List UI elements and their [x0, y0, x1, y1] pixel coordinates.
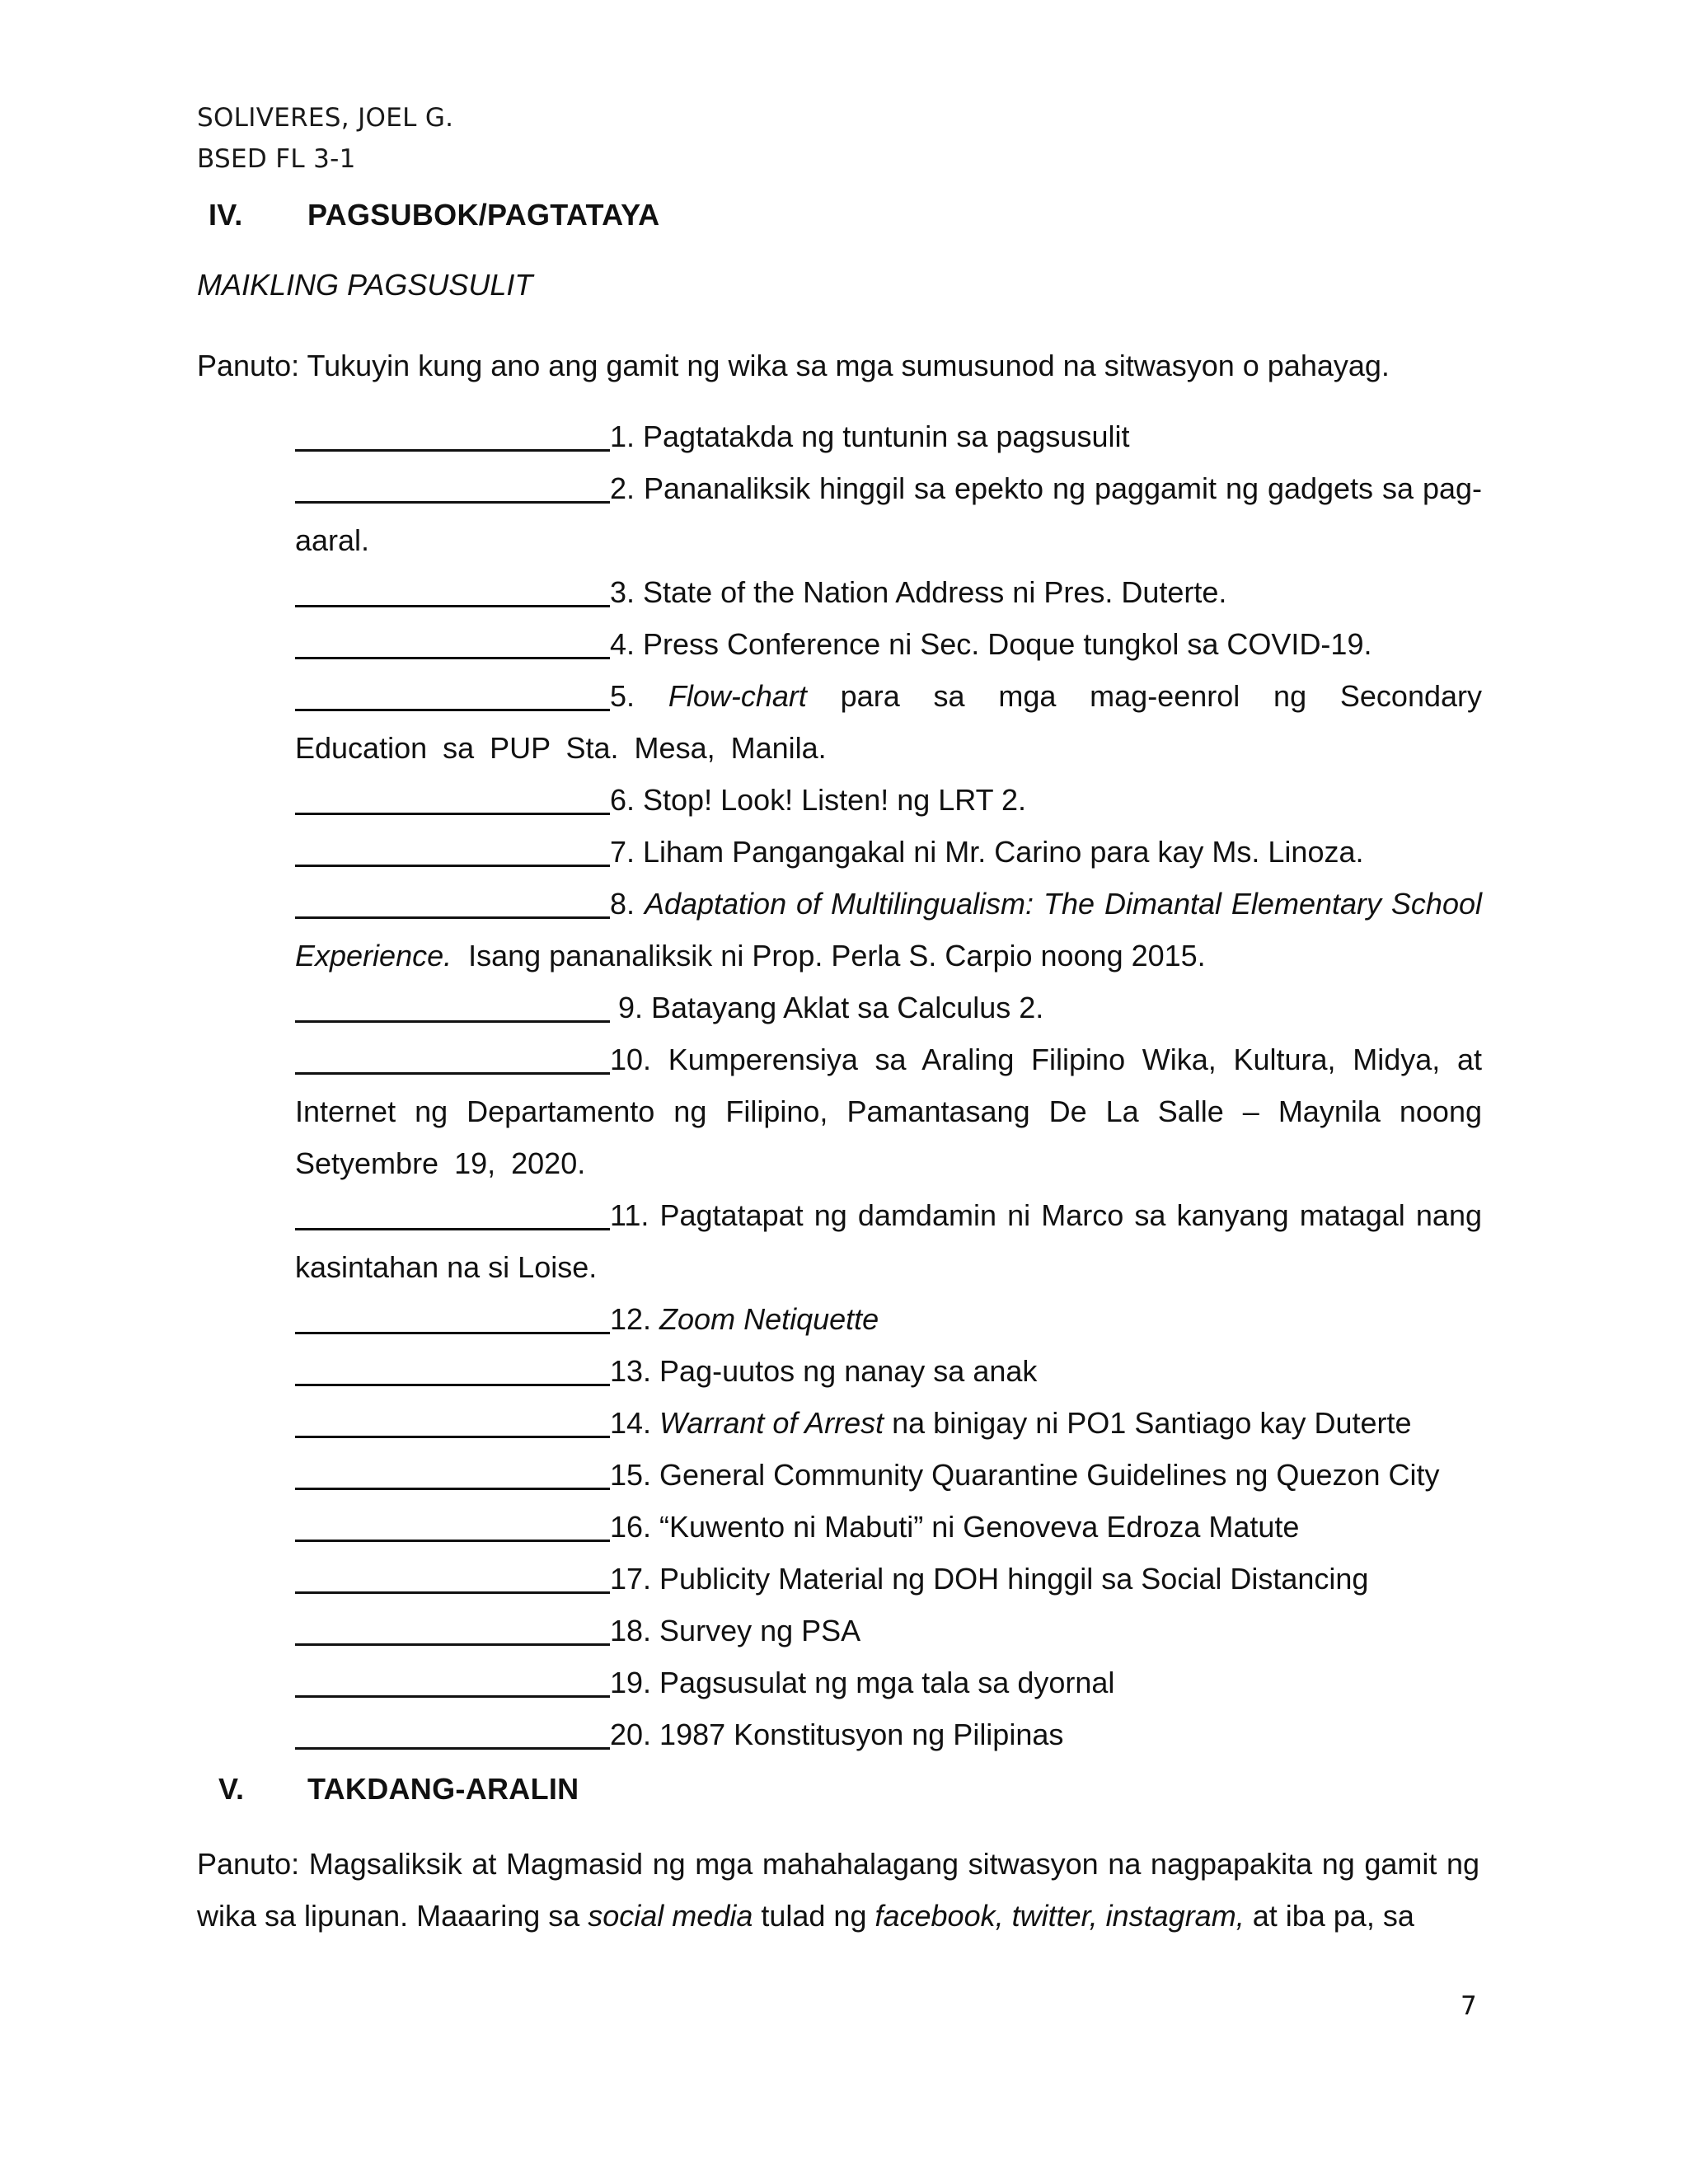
answer-blank[interactable]	[295, 1659, 610, 1698]
answer-blank[interactable]	[295, 1555, 610, 1594]
section-iv-title: PAGSUBOK/PAGTATAYA	[307, 198, 660, 232]
homework-instructions: Panuto: Magsaliksik at Magmasid ng mga mahahalagang sitwasyon na nagpapakita ng gamit ng wika sa lipunan. Maaaring sa social media tulad ng facebook, twitter, instagram, at iba pa, sa	[197, 1847, 1479, 1933]
quiz-item: 12. Zoom Netiquette	[295, 1293, 1482, 1345]
quiz-item: 9. Batayang Aklat sa Calculus 2.	[295, 982, 1482, 1033]
quiz-item: 18. Survey ng PSA	[295, 1605, 1482, 1657]
section-v-number: V.	[218, 1772, 245, 1806]
answer-blank[interactable]	[295, 413, 610, 452]
quiz-item: 2. Pananaliksik hinggil sa epekto ng paggamit ng gadgets sa pag-aaral.	[295, 462, 1482, 566]
answer-blank[interactable]	[295, 984, 610, 1023]
answer-blank[interactable]	[295, 1451, 610, 1490]
quiz-item: 15. General Community Quarantine Guidelines ng Quezon City	[295, 1449, 1482, 1501]
answer-blank[interactable]	[295, 1503, 610, 1542]
student-header	[197, 97, 453, 180]
quiz-item: 4. Press Conference ni Sec. Doque tungkol sa COVID-19.	[295, 618, 1482, 670]
answer-blank[interactable]	[295, 569, 610, 607]
quiz-item: 13. Pag-uutos ng nanay sa anak	[295, 1345, 1482, 1397]
quiz-item: 1. Pagtatakda ng tuntunin sa pagsusulit	[295, 410, 1482, 462]
student-section: BSED FL 3-1	[197, 144, 356, 174]
quiz-item: 11. Pagtatapat ng damdamin ni Marco sa kanyang matagal nang kasintahan na si Loise.	[295, 1189, 1482, 1293]
page-number: 7	[1461, 1991, 1477, 2021]
section-iv-number: IV.	[209, 198, 243, 232]
quiz-item-list	[295, 410, 1482, 1760]
answer-blank[interactable]	[295, 673, 610, 711]
quiz-item: 17. Publicity Material ng DOH hinggil sa Social Distancing	[295, 1553, 1482, 1605]
answer-blank[interactable]	[295, 1711, 610, 1750]
answer-blank[interactable]	[295, 1296, 610, 1334]
answer-blank[interactable]	[295, 621, 610, 659]
quiz-item: 19. Pagsusulat ng mga tala sa dyornal	[295, 1657, 1482, 1708]
answer-blank[interactable]	[295, 776, 610, 815]
student-name: SOLIVERES, JOEL G.	[197, 103, 454, 133]
answer-blank[interactable]	[295, 1347, 610, 1386]
answer-blank[interactable]	[295, 1036, 610, 1075]
quiz-item: 3. State of the Nation Address ni Pres. Duterte.	[295, 566, 1482, 618]
answer-blank[interactable]	[295, 1192, 610, 1230]
quiz-item: 10. Kumperensiya sa Araling Filipino Wika, Kultura, Midya, at Internet ng Departamento ng Filipino, Pamantasang De La Salle – Maynila noong Setyembre 19, 2020.	[295, 1033, 1482, 1189]
answer-blank[interactable]	[295, 828, 610, 867]
quiz-item: 20. 1987 Konstitusyon ng Pilipinas	[295, 1708, 1482, 1760]
quiz-instructions: Panuto: Tukuyin kung ano ang gamit ng wika sa mga sumusunod na sitwasyon o pahayag.	[197, 349, 1390, 382]
quiz-item: 5. Flow-chart para sa mga mag-eenrol ng Secondary Education sa PUP Sta. Mesa, Manila.	[295, 670, 1482, 774]
answer-blank[interactable]	[295, 1607, 610, 1646]
quiz-item: 14. Warrant of Arrest na binigay ni PO1 Santiago kay Duterte	[295, 1397, 1482, 1449]
answer-blank[interactable]	[295, 1399, 610, 1438]
answer-blank[interactable]	[295, 880, 610, 919]
quiz-subtitle: MAIKLING PAGSUSULIT	[197, 268, 533, 302]
quiz-item: 7. Liham Pangangakal ni Mr. Carino para kay Ms. Linoza.	[295, 826, 1482, 878]
quiz-item: 6. Stop! Look! Listen! ng LRT 2.	[295, 774, 1482, 826]
quiz-item: 16. “Kuwento ni Mabuti” ni Genoveva Edroza Matute	[295, 1501, 1482, 1553]
answer-blank[interactable]	[295, 465, 610, 504]
section-v-title: TAKDANG-ARALIN	[307, 1772, 579, 1806]
quiz-item: 8. Adaptation of Multilingualism: The Dimantal Elementary School Experience. Isang pananaliksik ni Prop. Perla S. Carpio noong 2015.	[295, 878, 1482, 982]
